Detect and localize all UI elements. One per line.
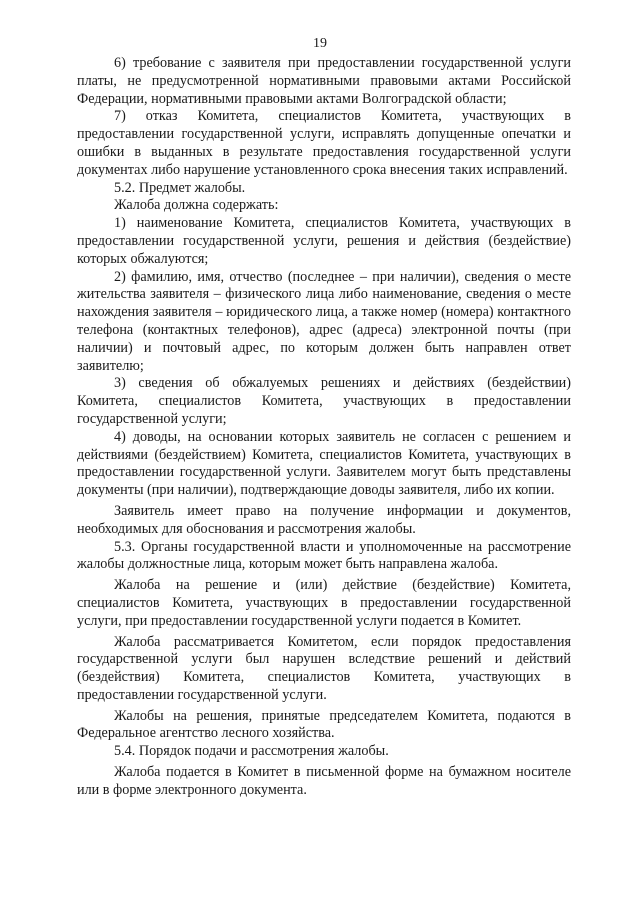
paragraph-complaint-submission: Жалоба на решение и (или) действие (бездействие) Комитета, специалистов Комитета, участвующих в предоставлении государственной услуги, при предоставлении государственной услуги подается в Комитет. <box>77 577 571 629</box>
paragraph-item-7: 7) отказ Комитета, специалистов Комитета, участвующих в предоставлении государственной услуги, исправлять допущенные опечатки и ошибки в выданных в результате предоставления государственной услуги документах либо нарушение установленного срока внесения таких исправлений. <box>77 108 571 178</box>
paragraph-item-4: 4) доводы, на основании которых заявитель не согласен с решением и действиями (бездействием) Комитета, специалистов Комитета, участвующих в предоставлении государственной услуги. Заявителем могут быть представлены документы (при наличии), подтверждающие доводы заявителя, либо их копии. <box>77 428 571 499</box>
page-number: 19 <box>313 36 327 51</box>
section-heading-5-4: 5.4. Порядок подачи и рассмотрения жалобы. <box>114 743 389 760</box>
paragraph-item-2: 2) фамилию, имя, отчество (последнее – при наличии), сведения о месте жительства заявителя – физического лица либо наименование, сведения о месте нахождения заявителя – юридического лица, а также номер (номера) контактного телефона (контактных телефонов), адрес (адреса) электронной почты (при наличии) и почтовый адрес, по которым должен быть направлен ответ заявителю; <box>77 268 571 374</box>
document-body <box>77 55 571 800</box>
paragraph-complaint-review: Жалоба рассматривается Комитетом, если порядок предоставления государственной услуги был нарушен вследствие решений и действий (бездействия) Комитета, специалистов Комитета, участвующих в предоставлении государственной услуги. <box>77 633 571 703</box>
paragraph-item-6: 6) требование с заявителя при предоставлении государственной услуги платы, не предусмотренной нормативными правовыми актами Российской Федерации, нормативными правовыми актами Волгоградской области; <box>77 55 571 107</box>
paragraph-item-3: 3) сведения об обжалуемых решениях и действиях (бездействии) Комитета, специалистов Комитета, участвующих в предоставлении государственной услуги; <box>77 375 571 427</box>
paragraph-complaint-contents: Жалоба должна содержать: <box>114 197 279 214</box>
paragraph-submission-form: Жалоба подается в Комитет в письменной форме на бумажном носителе или в форме электронного документа. <box>77 764 571 798</box>
paragraph-chairman-decisions: Жалобы на решения, принятые председателем Комитета, подаются в Федеральное агентство лесного хозяйства. <box>77 707 571 742</box>
paragraph-applicant-rights: Заявитель имеет право на получение информации и документов, необходимых для обоснования и рассмотрения жалобы. <box>77 502 571 537</box>
paragraph-item-1: 1) наименование Комитета, специалистов Комитета, участвующих в предоставлении государственной услуги, решения и действия (бездействие) которых обжалуются; <box>77 215 571 267</box>
section-heading-5-2: 5.2. Предмет жалобы. <box>114 179 246 196</box>
section-heading-5-3: 5.3. Органы государственной власти и уполномоченные на рассмотрение жалобы должностные лица, которым может быть направлена жалоба. <box>77 538 571 573</box>
